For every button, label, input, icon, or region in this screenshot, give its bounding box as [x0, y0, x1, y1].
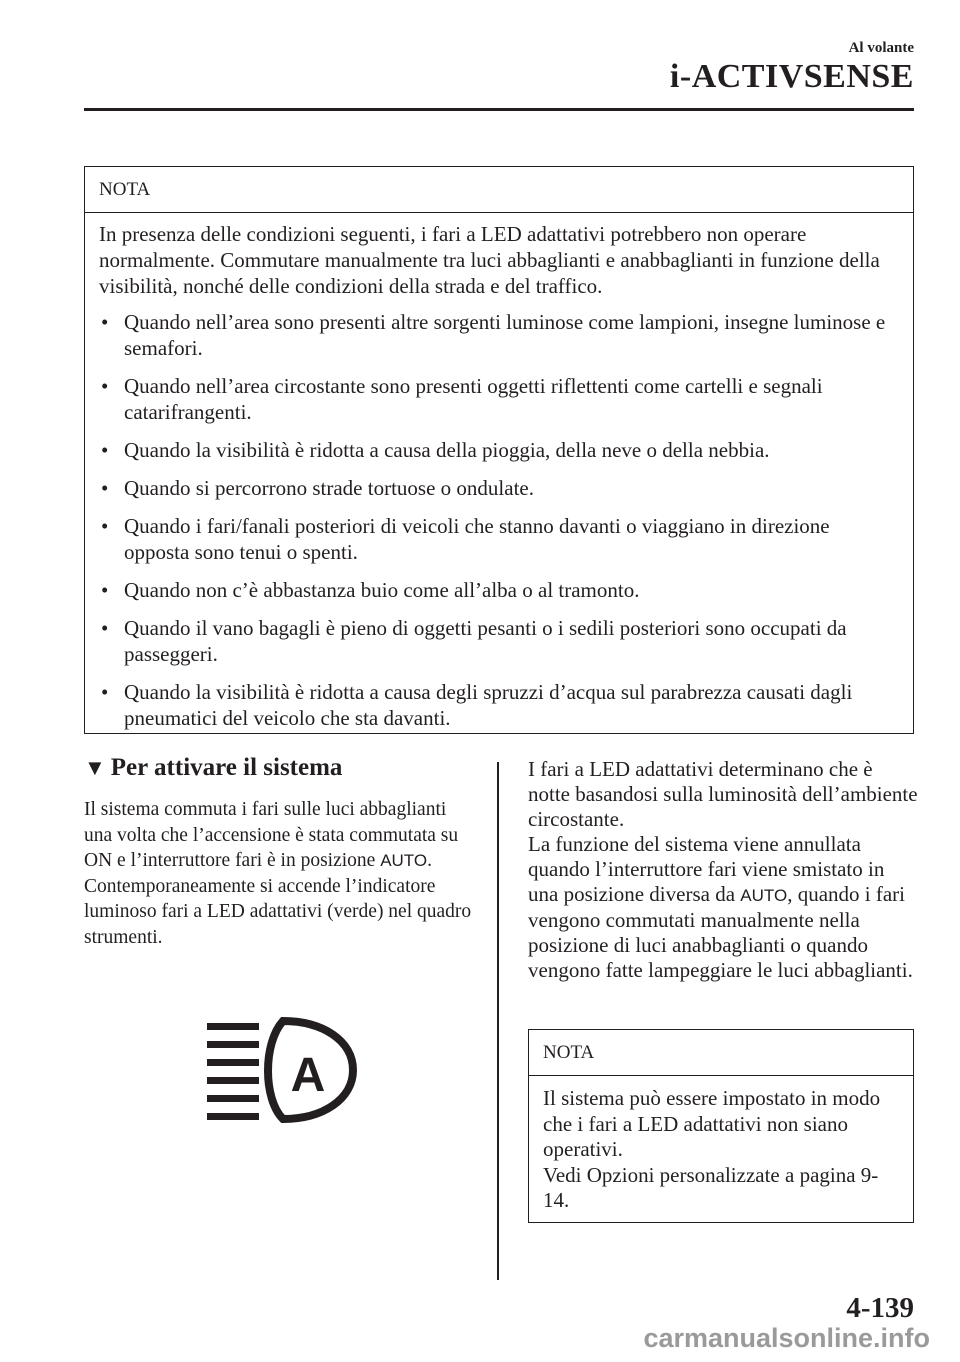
bullet-icon: • [101, 438, 109, 462]
bullet-icon: • [101, 514, 109, 538]
activation-paragraph: Il sistema commuta i fari sulle luci abbaglianti una volta che l’accensione è stata commutata su ON e l’interruttore fari è in posizione AUTO. Contemporaneamente si accende l’indicatore luminoso fari a LED adattativi (verde) nel quadro strumenti. [84, 799, 472, 948]
subsection-heading [84, 754, 342, 782]
beam-line [207, 1023, 259, 1030]
adaptive-headlight-icon [205, 1015, 365, 1125]
paragraph-night-detection: I fari a LED adattativi determinano che è notte basandosi sulla luminosità dell’ambiente circostante. [528, 757, 918, 831]
beam-line [207, 1113, 259, 1120]
list-item-text: Quando la visibilità è ridotta a causa degli spruzzi d’acqua sul parabrezza causati dagli pneumatici del veicolo che sta davanti. [124, 680, 853, 730]
page-number: 4-139 [846, 1292, 914, 1324]
list-item-text: Quando non c’è abbastanza buio come all’alba o al tramonto. [124, 578, 640, 602]
right-column-text [528, 757, 918, 983]
note-intro: In presenza delle condizioni seguenti, i fari a LED adattativi potrebbero non operare normalmente. Commutare manualmente tra luci abbaglianti e anabbaglianti in funzione della visibilità, nonché delle condizioni della strada e del traffico. [99, 222, 880, 298]
list-item [99, 373, 899, 425]
auto-label: AUTO [740, 886, 788, 905]
subsection-title: Per attivare il sistema [110, 754, 343, 781]
triangle-down-icon: ▼ [84, 755, 106, 780]
header-rule [84, 108, 914, 111]
watermark: carmanualsonline.info [643, 1323, 930, 1353]
list-item [99, 513, 899, 565]
note-heading: NOTA [529, 1030, 913, 1076]
list-item [99, 577, 899, 603]
list-item-text: Quando si percorrono strade tortuose o ondulate. [124, 476, 534, 500]
bullet-icon: • [101, 374, 109, 398]
list-item [99, 309, 899, 361]
list-item-text: Quando i fari/fanali posteriori di veicoli che stanno davanti o viaggiano in direzione opposta sono tenui o spenti. [124, 514, 830, 564]
list-item [99, 679, 899, 731]
auto-label: AUTO [380, 851, 428, 870]
bullet-icon: • [101, 680, 109, 704]
note-box-conditions [84, 166, 914, 734]
list-item-text: Quando la visibilità è ridotta a causa della pioggia, della neve o della nebbia. [124, 438, 770, 462]
list-item [99, 437, 899, 463]
section-title-header: i-ACTIVSENSE [669, 58, 914, 95]
note-box-settings [528, 1029, 914, 1223]
list-item [99, 615, 899, 667]
note-line-reference: Vedi Opzioni personalizzate a pagina 9-14. [543, 1162, 879, 1212]
paragraph-cancellation: La funzione del sistema viene annullata quando l’interruttore fari viene smistato in una posizione diversa da AUTO, quando i fari vengono commutati manualmente nella posizione di luci anabbaglianti o quando vengono fatte lampeggiare le luci abbaglianti. [528, 832, 913, 982]
beam-line [207, 1059, 259, 1066]
chapter-label: Al volante [848, 40, 914, 56]
list-item-text: Quando nell’area sono presenti altre sorgenti luminose come lampioni, insegne luminose e semafori. [124, 310, 886, 360]
beam-line [207, 1077, 259, 1084]
bullet-icon: • [101, 476, 109, 500]
note-body [529, 1076, 913, 1214]
bullet-icon: • [101, 578, 109, 602]
condition-list [99, 309, 899, 731]
list-item [99, 475, 899, 501]
note-body [85, 213, 913, 731]
bullet-icon: • [101, 616, 109, 640]
column-divider [497, 762, 499, 1280]
icon-letter: A [290, 1049, 326, 1102]
beam-line [207, 1041, 259, 1048]
note-heading: NOTA [85, 167, 913, 213]
list-item-text: Quando il vano bagagli è pieno di oggetti pesanti o i sedili posteriori sono occupati da passeggeri. [124, 616, 847, 666]
bullet-icon: • [101, 310, 109, 334]
beam-line [207, 1095, 259, 1102]
list-item-text: Quando nell’area circostante sono presenti oggetti riflettenti come cartelli e segnali catarifrangenti. [124, 374, 823, 424]
note-line: Il sistema può essere impostato in modo che i fari a LED adattativi non siano operativi. [543, 1086, 881, 1161]
